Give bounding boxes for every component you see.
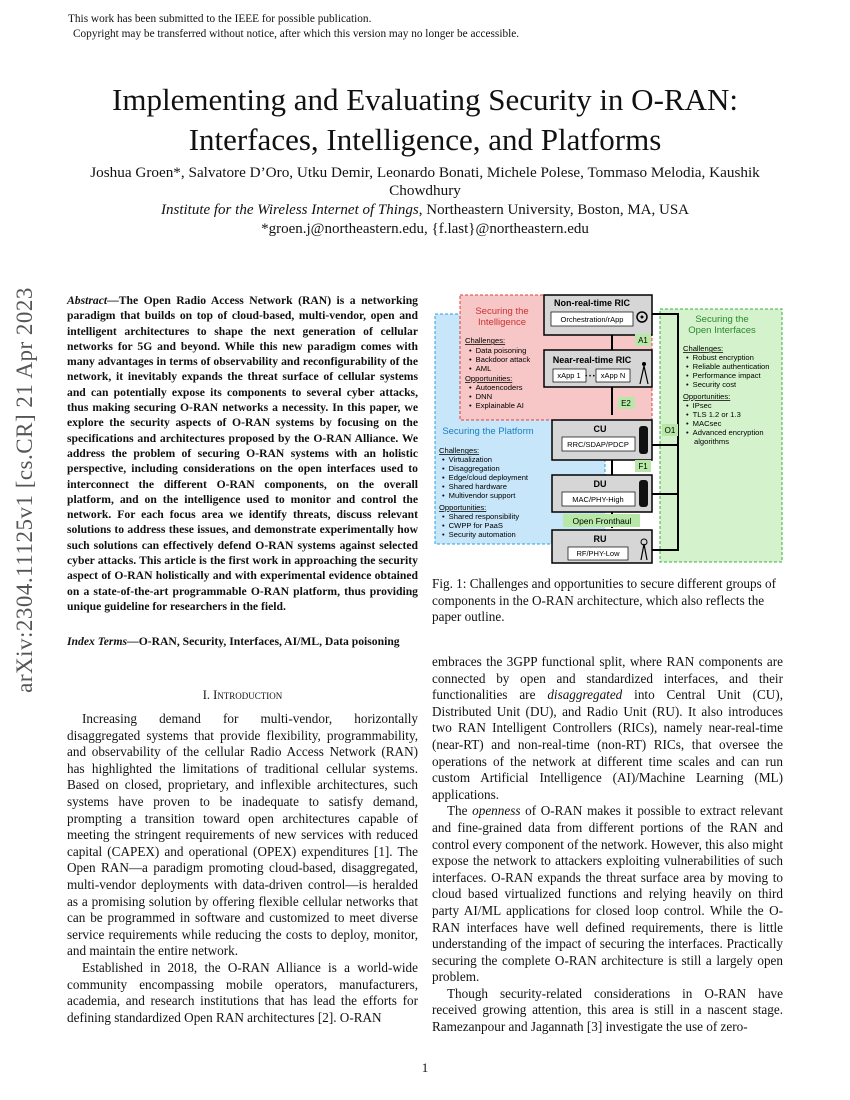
intel-opportunity-text: Autoencoders <box>475 383 523 392</box>
xapp-dots: • • • <box>585 374 595 380</box>
intel-opportunity: • DNN <box>469 392 493 401</box>
iface-opportunity-text: MACsec <box>692 419 722 428</box>
text-run: The <box>447 803 473 819</box>
iface-challenge: • Performance impact <box>686 371 761 380</box>
platform-opportunity: • Security automation <box>442 530 516 539</box>
o1-label: O1 <box>664 426 676 435</box>
intel-challenge-text: Backdoor attack <box>475 355 531 364</box>
author-list: Joshua Groen*, Salvatore D’Oro, Utku Demir, Leonardo Bonati, Michele Polese, Tommaso Melodia, Kaushik Chowdhury <box>90 164 760 199</box>
iface-challenge-text: Performance impact <box>692 371 761 380</box>
index-terms-label: Index Terms <box>67 635 128 648</box>
notice-line-1: This work has been submitted to the IEEE for possible publication. <box>68 13 372 25</box>
page-number: 1 <box>421 1060 429 1075</box>
right-column-body <box>432 654 783 1036</box>
du-stack-label: MAC/PHY-High <box>572 495 624 504</box>
platform-challenge-text: Virtualization <box>448 455 493 464</box>
arxiv-sidebar <box>3 287 47 693</box>
platform-opportunity: • Shared responsibility <box>442 512 520 521</box>
iface-title-1: Securing the <box>695 314 749 325</box>
intel-challenge-text: Data poisoning <box>475 346 527 355</box>
emphasis: openness <box>472 803 521 819</box>
text-run: embraces the 3GPP functional split, where RAN components are connected by open and standardized interfaces, and their functionalities are <box>432 654 783 703</box>
intel-opportunity-text: Explainable AI <box>475 401 524 410</box>
ru-stack-label: RF/PHY-Low <box>576 549 620 558</box>
rapp-label: Orchestration/rApp <box>560 315 624 324</box>
institute-name: Institute for the Wireless Internet of Things <box>160 202 419 218</box>
intel-challenge: • AML <box>469 364 492 373</box>
iface-challenge: • Reliable authentication <box>686 362 770 371</box>
intel-opportunity: • Explainable AI <box>469 401 524 410</box>
iface-opportunity-text: IPsec <box>692 401 712 410</box>
iface-opportunity-continued: algorithms <box>694 437 730 446</box>
paragraph <box>432 654 783 803</box>
paragraph: Established in 2018, the O-RAN Alliance is a world-wide community encompassing mobile operators, manufacturers, academia, and research institutions that has lead the efforts for defining standardized Open RAN architectures [2]. O-RAN <box>67 959 418 1025</box>
iface-challenge: • Robust encryption <box>686 353 754 362</box>
f1-label: F1 <box>638 462 648 471</box>
text-run: of O-RAN makes it possible to extract relevant and fine-grained data from different portions of the RAN and control every component of the network. However, this also might expose the network to attackers exploiting vulnerabilities of such interfaces. O-RAN expands the threat surface area by moving to cloud based virtualized functions and relying heavily on third party AI/ML applications for closed loop control. While the O-RAN interfaces have well defined requirements, there is little understanding of the impact of securing the interfaces. Practically securing the complete O-RAN architecture is still a largely open problem. <box>432 803 783 985</box>
server-icon <box>639 480 648 507</box>
platform-challenge-text: Disaggregation <box>448 464 500 473</box>
platform-challenge: • Shared hardware <box>442 482 507 491</box>
left-column-body <box>67 711 418 1026</box>
intel-challenge-text: AML <box>475 364 492 373</box>
ru-title: RU <box>593 534 607 544</box>
near-rt-ric-title: Near-real-time RIC <box>552 355 632 365</box>
platform-challenge: • Disaggregation <box>442 464 500 473</box>
platform-challenge: • Virtualization <box>442 455 493 464</box>
du-title: DU <box>593 479 607 489</box>
index-terms <box>67 634 418 649</box>
platform-challenge-text: Shared hardware <box>448 482 507 491</box>
platform-challenge: • Edge/cloud deployment <box>442 473 529 482</box>
platform-title: Securing the Platform <box>442 426 534 437</box>
text-run: into Central Unit (CU), Distributed Unit (DU), and Radio Unit (RU). It also introduces two RAN Intelligent Controllers (RICs), namely near-real-time (near-RT) and non-real-time (non-RT) RICs, that oversee the operations of the network at different time scales and can run custom Artificial Intelligence (AI)/Machine Learning (ML) applications. <box>432 687 783 802</box>
title-line-2: Interfaces, Intelligence, and Platforms <box>188 122 662 157</box>
server-icon <box>639 426 648 454</box>
intel-title-1: Securing the <box>475 306 529 317</box>
intel-opportunity: • Autoencoders <box>469 383 523 392</box>
platform-opportunity-text: CWPP for PaaS <box>448 521 503 530</box>
intel-challenges-label: Challenges: <box>465 336 506 345</box>
intel-challenge: • Data poisoning <box>469 346 527 355</box>
figure-caption: Fig. 1: Challenges and opportunities to secure different groups of components in the O-RAN architecture, which also reflects the paper outline. <box>432 576 777 625</box>
index-terms-text: —O-RAN, Security, Interfaces, AI/ML, Data poisoning <box>127 635 400 648</box>
xapp-1-label: xApp 1 <box>557 371 581 380</box>
paper-title <box>60 80 790 160</box>
platform-opportunity-text: Security automation <box>448 530 516 539</box>
notice-line-2: Copyright may be transferred without notice, after which this version may no longer be accessible. <box>73 28 520 40</box>
non-rt-ric-title: Non-real-time RIC <box>553 298 631 308</box>
section-heading: I. Introduction <box>202 688 283 702</box>
iface-challenge: • Security cost <box>686 380 737 389</box>
intel-challenge: • Backdoor attack <box>469 355 531 364</box>
abstract-label: Abstract <box>67 294 108 307</box>
ieee-notice <box>68 12 519 42</box>
xapp-n-label: xApp N <box>600 371 626 380</box>
iface-challenge-text: Reliable authentication <box>692 362 770 371</box>
iface-opportunities-label: Opportunities: <box>683 392 731 401</box>
a1-label: A1 <box>638 336 648 345</box>
e2-label: E2 <box>621 399 631 408</box>
fronthaul-label: Open Fronthaul <box>572 516 632 526</box>
iface-opportunity: • Advanced encryption <box>686 428 764 437</box>
iface-opportunity-text: Advanced encryption <box>692 428 764 437</box>
iface-challenge-text: Security cost <box>692 380 737 389</box>
oran-security-figure <box>432 292 784 564</box>
iface-opportunity: • MACsec <box>686 419 722 428</box>
platform-opportunity-text: Shared responsibility <box>448 512 520 521</box>
paragraph <box>432 803 783 986</box>
iface-opportunity: • IPsec <box>686 401 712 410</box>
author-emails: *groen.j@northeastern.edu, {f.last}@northeastern.edu <box>261 221 589 237</box>
intel-opportunity-text: DNN <box>475 392 493 401</box>
abstract <box>67 293 418 614</box>
intel-opportunities-label: Opportunities: <box>465 374 513 383</box>
iface-opportunity: • TLS 1.2 or 1.3 <box>686 410 741 419</box>
iface-challenges-label: Challenges: <box>683 344 724 353</box>
platform-challenge-text: Multivendor support <box>448 491 516 500</box>
iface-title-2: Open Interfaces <box>688 325 756 336</box>
title-line-1: Implementing and Evaluating Security in O-RAN: <box>112 82 738 117</box>
affiliation-rest: , Northeastern University, Boston, MA, USA <box>418 202 690 218</box>
platform-opportunities-label: Opportunities: <box>439 503 487 512</box>
affiliation <box>60 202 790 219</box>
platform-challenge: • Multivendor support <box>442 491 516 500</box>
paragraph: Though security-related considerations in O-RAN have received growing attention, this area is still in a nascent stage. Ramezanpour and Jagannath [3] investigate the use of zero- <box>432 985 783 1035</box>
abstract-text: —The Open Radio Access Network (RAN) is a networking paradigm that builds on top of cloud-based, multi-vendor, open and intelligent architectures to shape the next generation of cellular networks for 5G and beyond. While this new paradigm comes with many advantages in terms of observability and reconfigurability of the network, it inevitably expands the threat surface of cellular systems and can potentially expose its components to several cyber attacks, thus making securing O-RAN networks a necessity. In this paper, we explore the security aspects of O-RAN systems by focusing on the specifications and architectures proposed by the O-RAN Alliance. We address the problem of securing O-RAN systems with an holistic perspective, including considerations on the open interfaces used to interconnect the different O-RAN components, on the overall platform, and on the intelligence used to monitor and control the network. For each focus area we identify threats, discuss relevant solutions to address these issues, and demonstrate experimentally how such solutions can effectively defend O-RAN systems against selected cyber attacks. This article is the first work in approaching the security aspect of O-RAN holistically and with experimental evidence obtained on a state-of-the-art programmable O-RAN platform, thus providing unique guideline for researchers in the field. <box>67 294 418 613</box>
platform-opportunity: • CWPP for PaaS <box>442 521 503 530</box>
platform-challenge-text: Edge/cloud deployment <box>448 473 529 482</box>
cu-stack-label: RRC/SDAP/PDCP <box>567 440 629 449</box>
iface-opportunity-text: TLS 1.2 or 1.3 <box>692 410 741 419</box>
cu-title: CU <box>593 424 607 434</box>
paragraph: Increasing demand for multi-vendor, horizontally disaggregated systems that provide flexibility, programmability, and observability of the cellular Radio Access Network (RAN) has highlighted the limitations of traditional cellular systems. Based on closed, proprietary, and inflexible architectures, such systems have proven to be inadequate to satisfy demand, prompting a transition toward open architectures capable of meeting the stringent requirements of new services with reduced capital (CAPEX) and operational (OPEX) expenditures [1]. The Open RAN—a paradigm promoting cloud-based, disaggregated, multi-vendor deployments with data-driven control—is heralded as a promising solution by offering flexible cellular networks that can be programmed in software and customized to meet diverse service requirements while reducing the costs to deploy, monitor, and maintain the entire network. <box>67 711 418 959</box>
emphasis: disaggregated <box>547 687 623 703</box>
iface-challenge-text: Robust encryption <box>692 353 754 362</box>
intel-title-2: Intelligence <box>477 317 527 328</box>
platform-challenges-label: Challenges: <box>439 446 480 455</box>
arxiv-id: arXiv:2304.11125v1 [cs.CR] 21 Apr 2023 <box>12 287 37 693</box>
